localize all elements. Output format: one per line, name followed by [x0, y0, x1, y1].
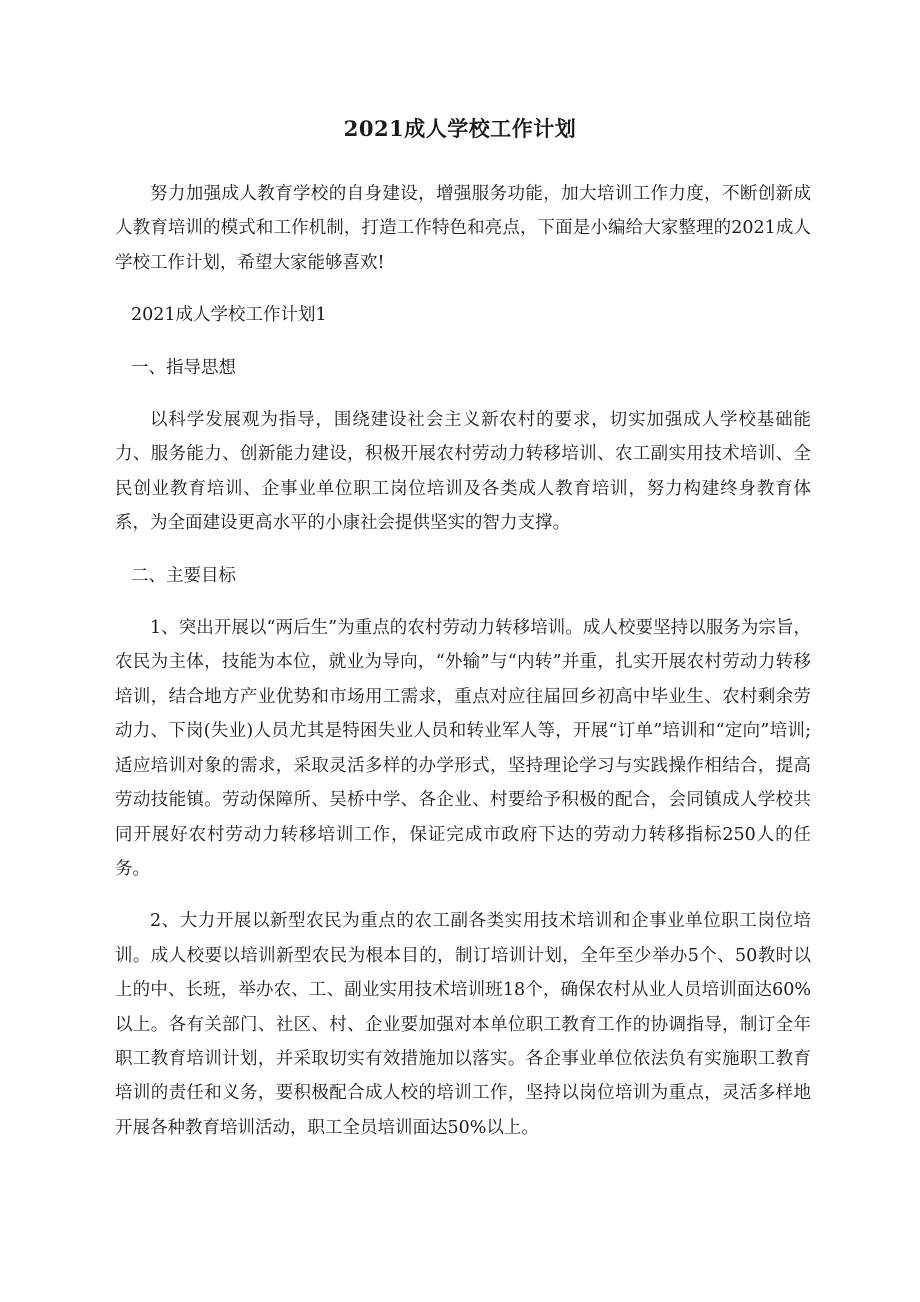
paragraph-goal-2: 2、大力开展以新型农民为重点的农工副各类实用技术培训和企事业单位职工岗位培训。成人校要以培训新型农民为根本目的，制订培训计划，全年至少举办5个、50教时以上的中、长班，举办农、工、副业实用技术培训班18个，确保农村从业人员培训面达60%以上。各有关部门、社区、村、企业要加强对本单位职工教育工作的协调指导，制订全年职工教育培训计划，并采取切实有效措施加以落实。各企事业单位依法负有实施职工教育培训的责任和义务，要积极配合成人校的培训工作，坚持以岗位培训为重点，灵活多样地开展各种教育培训活动，职工全员培训面达50%以上。 — [115, 911, 811, 1138]
paragraph-goal-1: 1、突出开展以“两后生”为重点的农村劳动力转移培训。成人校要坚持以服务为宗旨，农民为主体，技能为本位，就业为导向，“外输”与“内转”并重，扎实开展农村劳动力转移培训，结合地方产业优势和市场用工需求，重点对应往届回乡初高中毕业生、农村剩余劳动力、下岗(失业)人员尤其是特困失业人员和转业军人等，开展“订单”培训和“定向”培训;适应培训对象的需求，采取灵活多样的办学形式，坚持理论学习与实践操作相结合，提高劳动技能镇。劳动保障所、吴桥中学、各企业、村要给予积极的配合，会同镇成人学校共同开展好农村劳动力转移培训工作，保证完成市政府下达的劳动力转移指标250人的任务。 — [115, 618, 811, 879]
paragraph-guiding-thought: 以科学发展观为指导，围绕建设社会主义新农村的要求，切实加强成人学校基础能力、服务能力、创新能力建设，积极开展农村劳动力转移培训、农工副实用技术培训、全民创业教育培训、企事业单位职工岗位培训及各类成人教育培训，努力构建终身教育体系，为全面建设更高水平的小康社会提供坚实的智力支撑。 — [115, 410, 811, 534]
document-body — [115, 177, 811, 1163]
heading-main-goals: 二、主要目标 — [131, 565, 236, 586]
intro-paragraph: 努力加强成人教育学校的自身建设，增强服务功能，加大培训工作力度，不断创新成人教育培训的模式和工作机制，打造工作特色和亮点，下面是小编给大家整理的2021成人学校工作计划，希望大家能够喜欢! — [115, 184, 811, 273]
heading-guiding-thought: 一、指导思想 — [131, 357, 236, 378]
document-title: 2021成人学校工作计划 — [343, 116, 577, 141]
section-title: 2021成人学校工作计划1 — [131, 305, 327, 326]
